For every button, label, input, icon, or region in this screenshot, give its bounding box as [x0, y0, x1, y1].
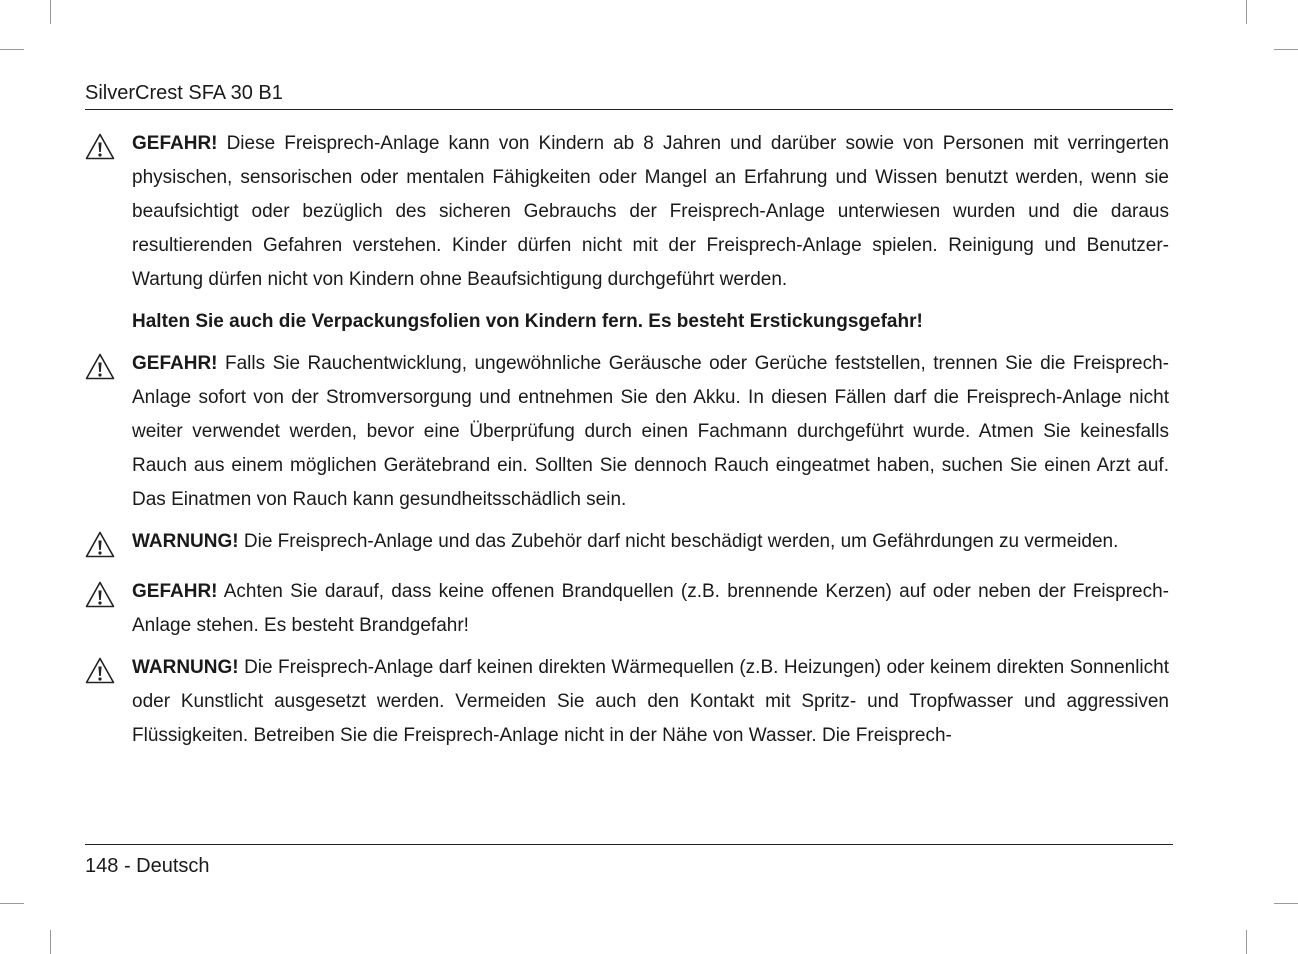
- warning-text: Die Freisprech-Anlage und das Zubehör darf nicht beschädigt werden, um Gefährdungen zu vermeiden.: [243, 531, 1119, 552]
- safety-warning: [85, 651, 1169, 753]
- footer-language: Deutsch: [136, 855, 210, 877]
- footer-separator: -: [123, 855, 131, 877]
- warning-text: Falls Sie Rauchentwicklung, ungewöhnliche Geräusche oder Gerüche feststellen, trennen Sie die Freisprech-Anlage sofort von der Stromversorgung und entnehmen Sie den Akku. In diesen Fällen darf die Freisprech-Anlage nicht weiter verwendet werden, bevor eine Überprüfung durch einen Fachmann durchgeführt wurde. Atmen Sie keinesfalls Rauch aus einem möglichen Gerätebrand ein. Sollten Sie dennoch Rauch eingeatmet haben, suchen Sie einen Arzt auf. Das Einatmen von Rauch kann gesundheitsschädlich sein.: [132, 353, 1170, 510]
- warning-label: WARNUNG!: [132, 657, 239, 678]
- suffocation-notice: Halten Sie auch die Verpackungsfolien von Kindern fern. Es besteht Erstickungsgefahr!: [132, 311, 923, 332]
- safety-warning: [85, 347, 1169, 517]
- warning-triangle-icon: [85, 531, 115, 558]
- warning-text: Diese Freisprech-Anlage kann von Kindern ab 8 Jahren und darüber sowie von Personen mit verringerten physischen, sensorischen oder mentalen Fähigkeiten oder Mangel an Erfahrung und Wissen benutzt werden, wenn sie beaufsichtigt oder bezüglich des sicheren Gebrauchs der Freisprech-Anlage unterwiesen wurden und die daraus resultierenden Gefahren verstehen. Kinder dürfen nicht mit der Freisprech-Anlage spielen. Reinigung und Benutzer-Wartung dürfen nicht von Kindern ohne Beaufsichtigung durchgeführt werden.: [132, 133, 1169, 290]
- warning-triangle-icon: [85, 353, 115, 380]
- crop-mark: [1274, 49, 1298, 50]
- page-content: [85, 127, 1169, 761]
- warning-triangle-icon: [85, 581, 115, 608]
- crop-mark: [1246, 0, 1247, 24]
- crop-mark: [50, 0, 51, 24]
- warning-triangle-icon: [85, 657, 115, 684]
- crop-mark: [50, 930, 51, 954]
- warning-label: GEFAHR!: [132, 581, 218, 602]
- page-footer: [85, 844, 1173, 879]
- running-header: [85, 80, 1173, 110]
- warning-text: Achten Sie darauf, dass keine offenen Brandquellen (z.B. brennende Kerzen) auf oder neben der Freisprech-Anlage stehen. Es besteht Brandgefahr!: [132, 581, 1169, 636]
- header-title: SilverCrest SFA 30 B1: [85, 82, 283, 104]
- crop-mark: [0, 903, 24, 904]
- warning-label: WARNUNG!: [132, 531, 239, 552]
- warning-label: GEFAHR!: [132, 353, 218, 374]
- safety-warning: [85, 127, 1169, 297]
- crop-mark: [1246, 930, 1247, 954]
- warning-label: GEFAHR!: [132, 133, 218, 154]
- page-number: 148: [85, 855, 119, 877]
- safety-warning: [85, 575, 1169, 643]
- warning-triangle-icon: [85, 133, 115, 160]
- crop-mark: [1274, 903, 1298, 904]
- safety-warning: [85, 525, 1169, 559]
- warning-text: Die Freisprech-Anlage darf keinen direkten Wärmequellen (z.B. Heizungen) oder keinem direkten Sonnenlicht oder Kunstlicht ausgesetzt werden. Vermeiden Sie auch den Kontakt mit Spritz- und Tropfwasser und aggressiven Flüssigkeiten. Betreiben Sie die Freisprech-Anlage nicht in der Nähe von Wasser. Die Freisprech-: [132, 657, 1169, 746]
- crop-mark: [0, 49, 24, 50]
